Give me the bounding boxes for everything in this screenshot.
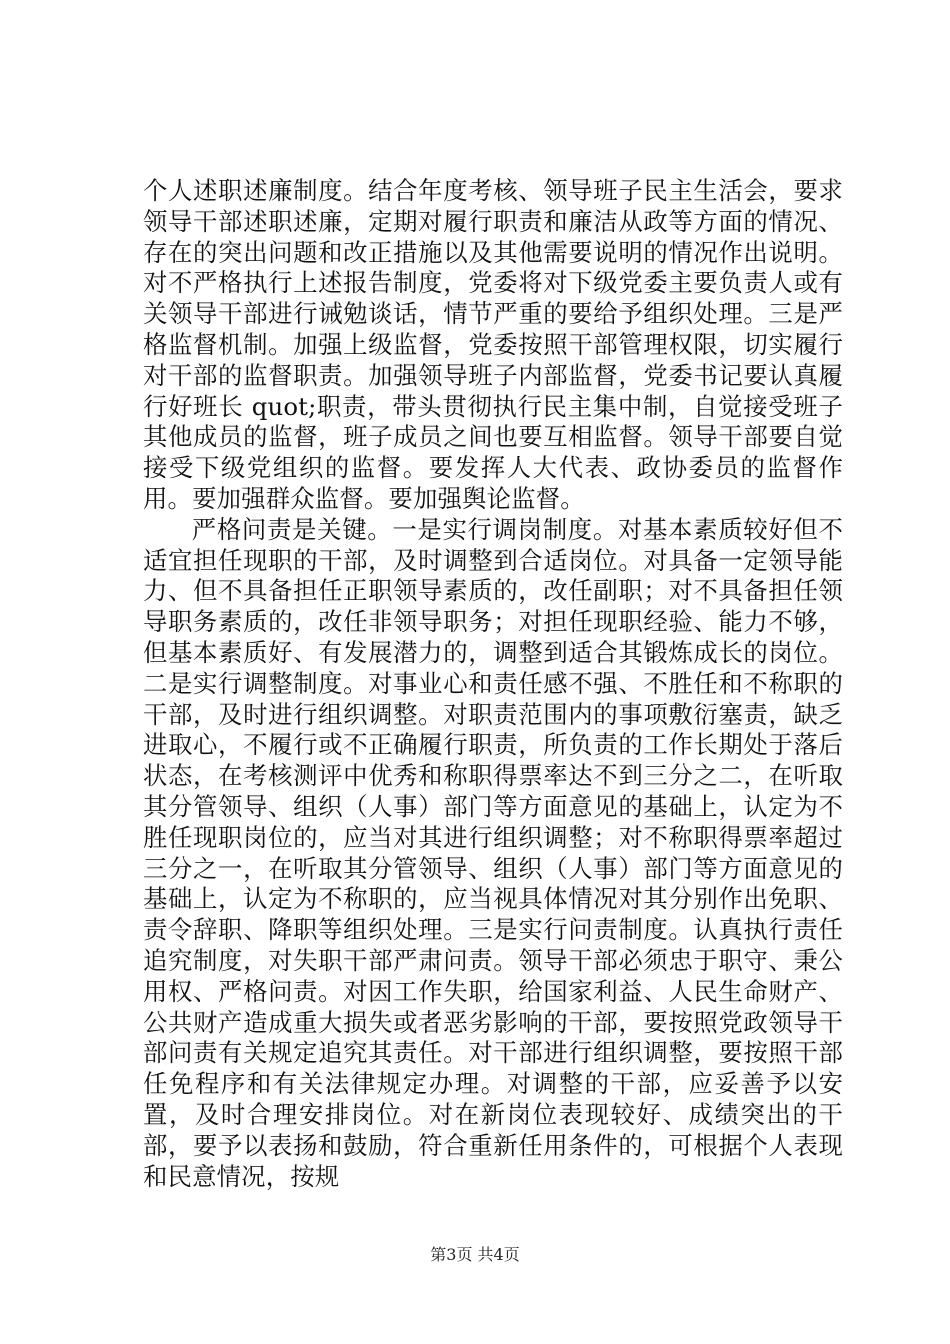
page-footer: 第3页 共4页: [430, 1245, 520, 1264]
body-text: [143, 176, 843, 1192]
paragraph-2: 严格问责是关键。一是实行调岗制度。对基本素质较好但不适宜担任现职的干部，及时调整到合适岗位。对具备一定领导能力、但不具备担任正职领导素质的，改任副职；对不具备担任领导职务素质的，改任非领导职务；对担任现职经验、能力不够，但基本素质好、有发展潜力的，调整到适合其锻炼成长的岗位。二是实行调整制度。对事业心和责任感不强、不胜任和不称职的干部，及时进行组织调整。对职责范围内的事项敷衍塞责，缺乏进取心，不履行或不正确履行职责，所负责的工作长期处于落后状态，在考核测评中优秀和称职得票率达不到三分之二，在听取其分管领导、组织（人事）部门等方面意见的基础上，认定为不胜任现职岗位的，应当对其进行组织调整；对不称职得票率超过三分之一，在听取其分管领导、组织（人事）部门等方面意见的基础上，认定为不称职的，应当视具体情况对其分别作出免职、责令辞职、降职等组织处理。三是实行问责制度。认真执行责任追究制度，对失职干部严肃问责。领导干部必须忠于职守、秉公用权、严格问责。对因工作失职，给国家利益、人民生命财产、公共财产造成重大损失或者恶劣影响的干部，要按照党政领导干部问责有关规定追究其责任。对干部进行组织调整，要按照干部任免程序和有关法律规定办理。对调整的干部，应妥善予以安置，及时合理安排岗位。对在新岗位表现较好、成绩突出的干部，要予以表扬和鼓励，符合重新任用条件的，可根据个人表现和民意情况，按规: [143, 514, 843, 1191]
paragraph-1: 个人述职述廉制度。结合年度考核、领导班子民主生活会，要求领导干部述职述廉，定期对履行职责和廉洁从政等方面的情况、存在的突出问题和改正措施以及其他需要说明的情况作出说明。对不严格执行上述报告制度，党委将对下级党委主要负责人或有关领导干部进行诫勉谈话，情节严重的要给予组织处理。三是严格监督机制。加强上级监督，党委按照干部管理权限，切实履行对干部的监督职责。加强领导班子内部监督，党委书记要认真履行好班长 quot;职责，带头贯彻执行民主集中制，自觉接受班子其他成员的监督，班子成员之间也要互相监督。领导干部要自觉接受下级党组织的监督。要发挥人大代表、政协委员的监督作用。要加强群众监督。要加强舆论监督。: [143, 176, 843, 513]
